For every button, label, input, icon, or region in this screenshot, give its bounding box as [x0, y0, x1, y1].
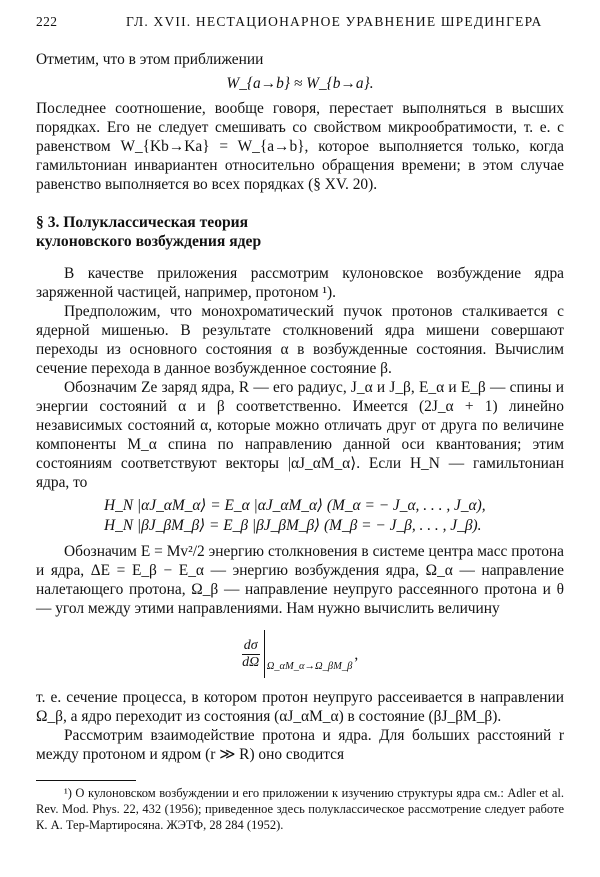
page-header — [36, 14, 564, 36]
paragraph-7: т. е. сечение процесса, в котором протон неупруго рассеивается в направлении Ω_β, а ядро переходит из состояния (αJ_αM_α) в состояние (βJ_βM_β). — [36, 689, 564, 725]
page-number: 222 — [36, 14, 58, 29]
paragraph-3: В качестве приложения рассмотрим кулоновское возбуждение ядра заряженной частицей, например, протоном ¹). — [36, 265, 564, 301]
paragraph-1: Отметим, что в этом приближении — [36, 51, 264, 68]
fraction-denominator: dΩ — [242, 654, 260, 670]
section-heading-line-1: § 3. Полуклассическая теория — [36, 214, 249, 231]
paragraph-6: Обозначим E = Mv²/2 энергию столкновения в системе центра масс протона и ядра, ΔE = E_β − E_α — энергию возбуждения ядра, Ω_α — направление налетающего протона, Ω_β — направление неупруго рассеянного протона и θ — угол между этими направлениями. Нам нужно вычислить величину — [36, 543, 564, 617]
evaluation-bar — [264, 630, 265, 678]
paragraph-2: Последнее соотношение, вообще говоря, перестает выполняться в высших порядках. Его не следует смешивать со свойством микрообратимости, т. е. с равенством W_{Kb→Ka} = W_{a→b}, которое выполняется только, когда гамильтониан инвариантен относительно обращения времени; в этом случае равенство выполняется во всех порядках (§ XV. 20). — [36, 100, 564, 193]
equation-alpha: H_N |αJ_αM_α⟩ = E_α |αJ_αM_α⟩ (M_α = − J_α, . . . , J_α), — [104, 497, 486, 514]
cross-section-expression: $\frac{d\sigma}{d\Omega}$ Ω_αM_α→Ω_βM_β , — [36, 628, 564, 680]
section-heading-line-2: кулоновского возбуждения ядер — [36, 233, 262, 250]
equation-block-hamiltonian — [104, 496, 564, 536]
evaluation-subscript: Ω_αM_α→Ω_βM_β — [266, 661, 353, 672]
footnote-text: ¹) О кулоновском возбуждении и его приложении к изучению структуры ядра см.: Adler et al. Rev. Mod. Phys. 22, 432 (1956); приведенное здесь полуклассическое рассмотрение следует работе К. А. Тер-Мартиросяна. ЖЭТФ, 28 284 (1952). — [36, 786, 564, 832]
paragraph-8: Рассмотрим взаимодействие протона и ядра. Для больших расстояний r между протоном и ядром (r ≫ R) оно сводится — [36, 727, 564, 763]
paragraph-5: Обозначим Ze заряд ядра, R — его радиус, J_α и J_β, E_α и E_β — спины и энергии состояний α и β соответственно. Имеется (2J_α + 1) линейно независимых состояний α, которые можно отличать друг от друга по величине компоненты M_α спина по направлению данной оси квантования; этим состояниям соответствуют векторы |αJ_αM_α⟩. Если H_N — гамильтониан ядра, то — [36, 379, 564, 491]
page-body — [36, 50, 564, 764]
footnote — [36, 785, 564, 833]
paragraph-4: Предположим, что монохроматический пучок протонов сталкивается с ядерной мишенью. В результате столкновений ядра мишени совершают переходы из основного состояния α в возбужденные состояния. Вычислим сечение перехода в данное возбужденное состояние β. — [36, 303, 564, 377]
fraction-numerator: dσ — [243, 637, 258, 653]
equation-transition-symmetry: W_{a→b} ≈ W_{b→a}. — [226, 75, 374, 92]
running-head: ГЛ. XVII. НЕСТАЦИОНАРНОЕ УРАВНЕНИЕ ШРЕДИНГЕРА — [126, 14, 543, 29]
fraction — [242, 638, 260, 671]
equation-beta: H_N |βJ_βM_β⟩ = E_β |βJ_βM_β⟩ (M_β = − J_β, . . . , J_β). — [104, 517, 482, 534]
section-heading — [36, 213, 564, 251]
footnote-rule — [36, 780, 136, 781]
